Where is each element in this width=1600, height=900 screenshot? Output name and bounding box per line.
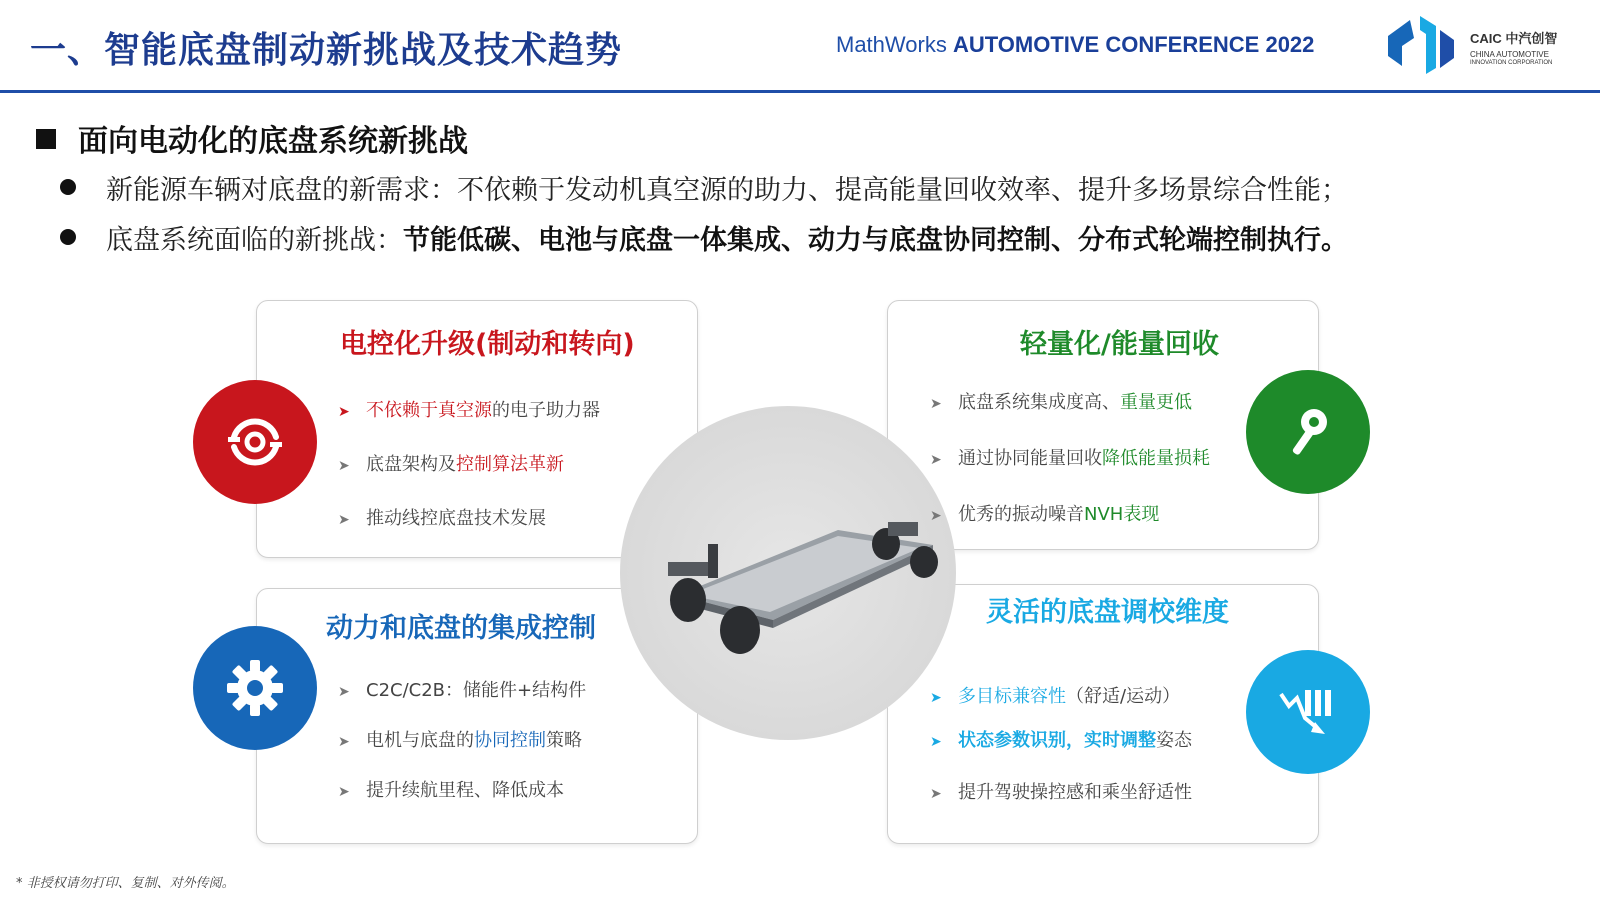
arrow-bullet-icon: ➤ xyxy=(338,512,350,528)
list-item xyxy=(338,776,564,802)
list-item xyxy=(930,388,1192,414)
logo-line2: CHINA AUTOMOTIVE xyxy=(1470,50,1549,59)
arrow-bullet-icon: ➤ xyxy=(338,734,350,750)
arrow-bullet-icon: ➤ xyxy=(338,684,350,700)
key-icon xyxy=(1278,402,1338,462)
item-text: 底盘系统集成度高、 xyxy=(958,392,1120,413)
item-highlight: 状态参数识别，实时调整 xyxy=(958,730,1156,751)
arrow-bullet-icon: ➤ xyxy=(930,734,942,750)
arrow-bullet-icon: ➤ xyxy=(930,690,942,706)
list-item xyxy=(930,726,1192,752)
item-highlight: 重量更低 xyxy=(1120,392,1192,413)
brand-prefix: MathWorks xyxy=(836,32,953,57)
item-text: 的电子助力器 xyxy=(492,400,600,421)
bullet-challenge-prefix: 底盘系统面临的新挑战： xyxy=(106,225,403,256)
arrow-bullet-icon: ➤ xyxy=(930,452,942,468)
list-item xyxy=(338,450,564,476)
list-item xyxy=(930,778,1192,804)
item-text: 优秀的振动噪音 xyxy=(958,504,1084,525)
item-highlight: NVH表现 xyxy=(1084,504,1160,525)
item-highlight: 控制算法革新 xyxy=(456,454,564,475)
square-bullet-icon xyxy=(36,129,56,149)
gear-icon xyxy=(224,657,286,719)
item-text: 推动线控底盘技术发展 xyxy=(366,508,546,529)
list-item xyxy=(338,396,600,422)
electrification-badge xyxy=(193,380,317,504)
lightweight-badge xyxy=(1246,370,1370,494)
item-text: 底盘架构及 xyxy=(366,454,456,475)
conference-brand xyxy=(836,32,1314,58)
bullet-dot-icon xyxy=(60,179,76,195)
arrow-bullet-icon: ➤ xyxy=(338,458,350,474)
card-electrification-title: 电控化升级(制动和转向) xyxy=(340,329,635,360)
card-lightweight-title: 轻量化/能量回收 xyxy=(1020,329,1219,360)
header-divider xyxy=(0,90,1600,93)
item-text: 策略 xyxy=(546,730,582,751)
list-item xyxy=(930,500,1159,526)
integrated-control-badge xyxy=(193,626,317,750)
tuning-badge xyxy=(1246,650,1370,774)
item-text: C2C/C2B：储能件+结构件 xyxy=(366,680,587,701)
bullet-challenge xyxy=(60,218,1348,257)
caic-logo-icon xyxy=(1380,12,1460,78)
bullet-dot-icon xyxy=(60,229,76,245)
chart-trend-icon xyxy=(1275,682,1341,742)
section-title: 面向电动化的底盘系统新挑战 xyxy=(78,124,468,159)
arrow-bullet-icon: ➤ xyxy=(930,508,942,524)
item-highlight: 多目标兼容性 xyxy=(958,686,1066,707)
page-title: 一、智能底盘制动新挑战及技术趋势 xyxy=(30,30,623,71)
item-text: 电机与底盘的 xyxy=(366,730,474,751)
steering-wheel-icon xyxy=(220,407,290,477)
section-heading xyxy=(36,116,468,160)
arrow-bullet-icon: ➤ xyxy=(338,784,350,800)
card-integrated-control-title: 动力和底盘的集成控制 xyxy=(326,613,596,644)
item-text: 提升驾驶操控感和乘坐舒适性 xyxy=(958,782,1192,803)
item-highlight: 协同控制 xyxy=(474,730,546,751)
item-text: 通过协同能量回收 xyxy=(958,448,1102,469)
list-item xyxy=(338,504,546,530)
item-highlight: 降低能量损耗 xyxy=(1102,448,1210,469)
item-highlight: 不依赖于真空源 xyxy=(366,400,492,421)
brand-main: AUTOMOTIVE CONFERENCE 2022 xyxy=(952,32,1315,57)
item-text: （舒适/运动） xyxy=(1066,686,1181,707)
caic-logo-text xyxy=(1470,28,1590,66)
bullet-challenge-bold: 节能低碳、电池与底盘一体集成、动力与底盘协同控制、分布式轮端控制执行。 xyxy=(403,225,1348,256)
bullet-demand xyxy=(60,168,1348,207)
arrow-bullet-icon: ➤ xyxy=(930,786,942,802)
list-item xyxy=(930,444,1210,470)
list-item xyxy=(338,726,582,752)
item-text: 提升续航里程、降低成本 xyxy=(366,780,564,801)
item-text: 姿态 xyxy=(1156,730,1192,751)
arrow-bullet-icon: ➤ xyxy=(930,396,942,412)
arrow-bullet-icon: ➤ xyxy=(338,404,350,420)
list-item xyxy=(930,682,1180,708)
chassis-image xyxy=(648,500,948,660)
bullet-demand-text: 新能源车辆对底盘的新需求：不依赖于发动机真空源的助力、提高能量回收效率、提升多场景综合性能； xyxy=(106,175,1348,206)
logo-line1: CAIC 中汽创智 xyxy=(1470,31,1558,46)
card-tuning-title: 灵活的底盘调校维度 xyxy=(986,597,1229,628)
footnote: * 非授权请勿打印、复制、对外传阅。 xyxy=(16,876,235,891)
logo-line3: INNOVATION CORPORATION xyxy=(1470,60,1553,66)
list-item xyxy=(338,676,586,702)
